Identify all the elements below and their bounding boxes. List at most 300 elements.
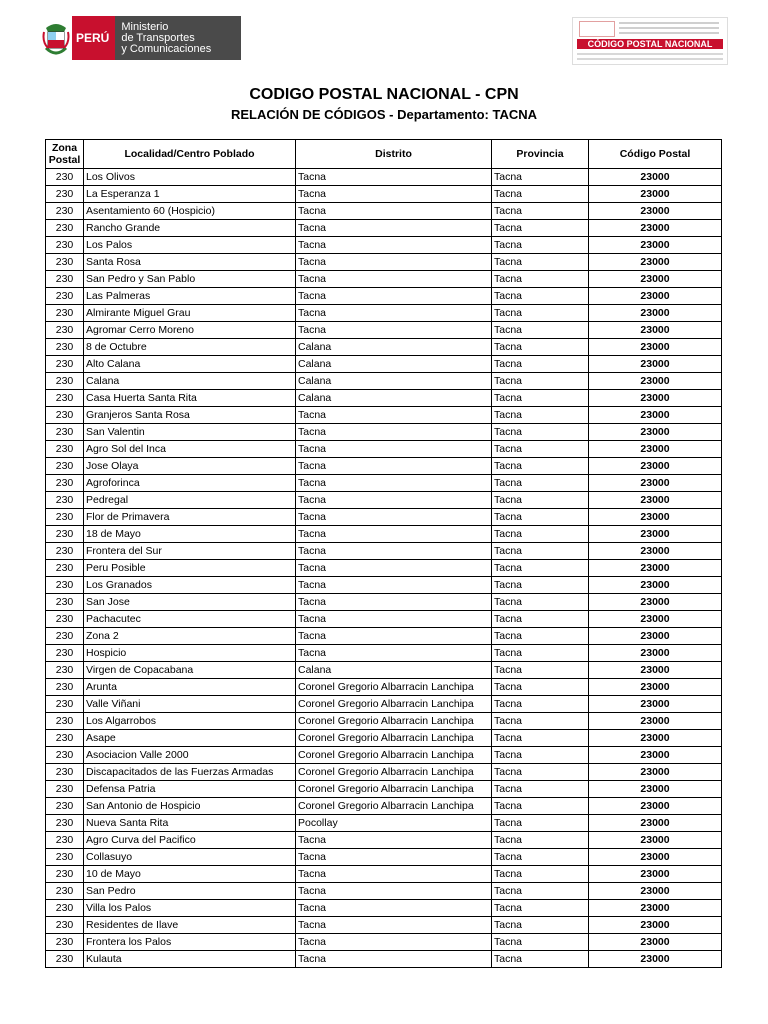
- provincia-cell: Tacna: [492, 271, 589, 288]
- table-row: [46, 883, 722, 900]
- distrito-cell: Tacna: [296, 900, 492, 917]
- zona-cell: 230: [46, 594, 84, 611]
- zona-cell: 230: [46, 934, 84, 951]
- distrito-cell: Tacna: [296, 917, 492, 934]
- provincia-cell: Tacna: [492, 679, 589, 696]
- localidad-cell: Peru Posible: [84, 560, 296, 577]
- table-row: [46, 441, 722, 458]
- table-row: [46, 373, 722, 390]
- provincia-cell: Tacna: [492, 322, 589, 339]
- provincia-cell: Tacna: [492, 509, 589, 526]
- table-row: [46, 492, 722, 509]
- provincia-cell: Tacna: [492, 696, 589, 713]
- zona-cell: 230: [46, 679, 84, 696]
- provincia-cell: Tacna: [492, 764, 589, 781]
- localidad-cell: Almirante Miguel Grau: [84, 305, 296, 322]
- distrito-cell: Coronel Gregorio Albarracin Lanchipa: [296, 730, 492, 747]
- codigo-cell: 23000: [589, 577, 722, 594]
- distrito-cell: Coronel Gregorio Albarracin Lanchipa: [296, 781, 492, 798]
- localidad-cell: Asociacion Valle 2000: [84, 747, 296, 764]
- localidad-cell: 18 de Mayo: [84, 526, 296, 543]
- ministry-line: de Transportes: [121, 32, 195, 44]
- table-row: [46, 934, 722, 951]
- codigo-cell: 23000: [589, 492, 722, 509]
- fine-print-line: [619, 27, 719, 29]
- zona-cell: 230: [46, 798, 84, 815]
- table-row: [46, 611, 722, 628]
- table-row: [46, 628, 722, 645]
- zona-cell: 230: [46, 339, 84, 356]
- zona-cell: 230: [46, 866, 84, 883]
- codigo-cell: 23000: [589, 917, 722, 934]
- localidad-cell: Santa Rosa: [84, 254, 296, 271]
- distrito-cell: Tacna: [296, 169, 492, 186]
- codigo-cell: 23000: [589, 883, 722, 900]
- localidad-cell: Asentamiento 60 (Hospicio): [84, 203, 296, 220]
- distrito-cell: Tacna: [296, 407, 492, 424]
- zona-cell: 230: [46, 696, 84, 713]
- zona-cell: 230: [46, 475, 84, 492]
- codigo-cell: 23000: [589, 186, 722, 203]
- codigo-cell: 23000: [589, 475, 722, 492]
- codigo-cell: 23000: [589, 645, 722, 662]
- localidad-cell: Defensa Patria: [84, 781, 296, 798]
- codigo-cell: 23000: [589, 424, 722, 441]
- zona-cell: 230: [46, 220, 84, 237]
- distrito-cell: Calana: [296, 339, 492, 356]
- localidad-cell: San Pedro y San Pablo: [84, 271, 296, 288]
- codigo-cell: 23000: [589, 373, 722, 390]
- distrito-cell: Tacna: [296, 645, 492, 662]
- localidad-cell: Agromar Cerro Moreno: [84, 322, 296, 339]
- codigo-cell: 23000: [589, 951, 722, 968]
- distrito-cell: Tacna: [296, 271, 492, 288]
- distrito-cell: Coronel Gregorio Albarracin Lanchipa: [296, 696, 492, 713]
- codigo-cell: 23000: [589, 288, 722, 305]
- codigo-cell: 23000: [589, 203, 722, 220]
- provincia-cell: Tacna: [492, 543, 589, 560]
- provincia-cell: Tacna: [492, 798, 589, 815]
- distrito-cell: Calana: [296, 390, 492, 407]
- table-row: [46, 186, 722, 203]
- zona-cell: 230: [46, 305, 84, 322]
- localidad-cell: Frontera del Sur: [84, 543, 296, 560]
- distrito-cell: Tacna: [296, 305, 492, 322]
- table-row: [46, 390, 722, 407]
- provincia-cell: Tacna: [492, 730, 589, 747]
- localidad-cell: Alto Calana: [84, 356, 296, 373]
- provincia-cell: Tacna: [492, 662, 589, 679]
- distrito-cell: Tacna: [296, 849, 492, 866]
- localidad-cell: Agro Curva del Pacifico: [84, 832, 296, 849]
- table-row: [46, 900, 722, 917]
- table-row: [46, 458, 722, 475]
- zona-cell: 230: [46, 747, 84, 764]
- page-subtitle: RELACIÓN DE CÓDIGOS - Departamento: TACNA: [231, 107, 537, 122]
- table-row: [46, 679, 722, 696]
- table-row: [46, 798, 722, 815]
- codigo-cell: 23000: [589, 849, 722, 866]
- fine-print-line: [577, 58, 723, 60]
- codigo-cell: 23000: [589, 237, 722, 254]
- provincia-cell: Tacna: [492, 186, 589, 203]
- provincia-cell: Tacna: [492, 288, 589, 305]
- provincia-cell: Tacna: [492, 883, 589, 900]
- codigo-cell: 23000: [589, 679, 722, 696]
- codigo-cell: 23000: [589, 781, 722, 798]
- localidad-cell: Arunta: [84, 679, 296, 696]
- provincia-cell: Tacna: [492, 458, 589, 475]
- provincia-cell: Tacna: [492, 645, 589, 662]
- localidad-cell: Granjeros Santa Rosa: [84, 407, 296, 424]
- zona-cell: 230: [46, 611, 84, 628]
- distrito-cell: Tacna: [296, 458, 492, 475]
- zona-cell: 230: [46, 288, 84, 305]
- provincia-cell: Tacna: [492, 849, 589, 866]
- table-row: [46, 288, 722, 305]
- localidad-cell: Casa Huerta Santa Rita: [84, 390, 296, 407]
- localidad-cell: San Valentin: [84, 424, 296, 441]
- provincia-cell: Tacna: [492, 781, 589, 798]
- localidad-cell: 10 de Mayo: [84, 866, 296, 883]
- localidad-cell: Flor de Primavera: [84, 509, 296, 526]
- table-row: [46, 764, 722, 781]
- localidad-cell: Hospicio: [84, 645, 296, 662]
- distrito-cell: Tacna: [296, 832, 492, 849]
- zona-cell: 230: [46, 203, 84, 220]
- codigo-cell: 23000: [589, 458, 722, 475]
- zona-cell: 230: [46, 781, 84, 798]
- codigo-cell: 23000: [589, 220, 722, 237]
- postal-code-table: [45, 139, 722, 968]
- codigo-cell: 23000: [589, 339, 722, 356]
- table-row: [46, 832, 722, 849]
- localidad-cell: Los Palos: [84, 237, 296, 254]
- provincia-cell: Tacna: [492, 424, 589, 441]
- ministry-logo: [42, 16, 241, 60]
- provincia-cell: Tacna: [492, 560, 589, 577]
- provincia-cell: Tacna: [492, 237, 589, 254]
- table-row: [46, 730, 722, 747]
- distrito-cell: Tacna: [296, 237, 492, 254]
- table-row: [46, 543, 722, 560]
- codigo-cell: 23000: [589, 254, 722, 271]
- zona-cell: 230: [46, 900, 84, 917]
- localidad-cell: Discapacitados de las Fuerzas Armadas: [84, 764, 296, 781]
- distrito-cell: Tacna: [296, 577, 492, 594]
- provincia-cell: Tacna: [492, 475, 589, 492]
- zona-cell: 230: [46, 628, 84, 645]
- codigo-cell: 23000: [589, 747, 722, 764]
- provincia-cell: Tacna: [492, 628, 589, 645]
- localidad-cell: Calana: [84, 373, 296, 390]
- zona-cell: 230: [46, 237, 84, 254]
- localidad-cell: 8 de Octubre: [84, 339, 296, 356]
- provincia-cell: Tacna: [492, 203, 589, 220]
- distrito-cell: Tacna: [296, 866, 492, 883]
- provincia-cell: Tacna: [492, 577, 589, 594]
- codigo-cell: 23000: [589, 305, 722, 322]
- codigo-cell: 23000: [589, 628, 722, 645]
- localidad-cell: Villa los Palos: [84, 900, 296, 917]
- provincia-cell: Tacna: [492, 713, 589, 730]
- zona-cell: 230: [46, 645, 84, 662]
- coat-of-arms-icon: [42, 18, 70, 58]
- zona-cell: 230: [46, 492, 84, 509]
- codigo-cell: 23000: [589, 322, 722, 339]
- zona-cell: 230: [46, 407, 84, 424]
- provincia-cell: Tacna: [492, 900, 589, 917]
- codigo-cell: 23000: [589, 934, 722, 951]
- table-row: [46, 339, 722, 356]
- codigo-cell: 23000: [589, 798, 722, 815]
- provincia-cell: Tacna: [492, 866, 589, 883]
- table-row: [46, 560, 722, 577]
- provincia-cell: Tacna: [492, 441, 589, 458]
- table-row: [46, 781, 722, 798]
- header-distrito: Distrito: [296, 140, 492, 169]
- table-header-row: [46, 140, 722, 169]
- codigo-cell: 23000: [589, 390, 722, 407]
- distrito-cell: Coronel Gregorio Albarracin Lanchipa: [296, 747, 492, 764]
- distrito-cell: Tacna: [296, 543, 492, 560]
- distrito-cell: Coronel Gregorio Albarracin Lanchipa: [296, 798, 492, 815]
- localidad-cell: Agro Sol del Inca: [84, 441, 296, 458]
- localidad-cell: Los Algarrobos: [84, 713, 296, 730]
- zona-cell: 230: [46, 883, 84, 900]
- cpn-logo: [572, 17, 728, 65]
- table-row: [46, 356, 722, 373]
- distrito-cell: Tacna: [296, 594, 492, 611]
- localidad-cell: San Pedro: [84, 883, 296, 900]
- distrito-cell: Tacna: [296, 628, 492, 645]
- zona-cell: 230: [46, 815, 84, 832]
- header-codigo-postal: Código Postal: [589, 140, 722, 169]
- table-row: [46, 305, 722, 322]
- localidad-cell: Virgen de Copacabana: [84, 662, 296, 679]
- table-row: [46, 713, 722, 730]
- table-row: [46, 594, 722, 611]
- codigo-cell: 23000: [589, 832, 722, 849]
- header-provincia: Provincia: [492, 140, 589, 169]
- provincia-cell: Tacna: [492, 305, 589, 322]
- provincia-cell: Tacna: [492, 390, 589, 407]
- table-row: [46, 203, 722, 220]
- provincia-cell: Tacna: [492, 917, 589, 934]
- table-row: [46, 577, 722, 594]
- ministry-line: Ministerio: [121, 21, 169, 33]
- header-zona-postal: Zona Postal: [46, 140, 84, 169]
- localidad-cell: Collasuyo: [84, 849, 296, 866]
- localidad-cell: Frontera los Palos: [84, 934, 296, 951]
- distrito-cell: Coronel Gregorio Albarracin Lanchipa: [296, 679, 492, 696]
- table-row: [46, 917, 722, 934]
- zona-cell: 230: [46, 441, 84, 458]
- provincia-cell: Tacna: [492, 373, 589, 390]
- ministry-line: y Comunicaciones: [121, 43, 212, 55]
- zona-cell: 230: [46, 373, 84, 390]
- distrito-cell: Tacna: [296, 288, 492, 305]
- codigo-cell: 23000: [589, 662, 722, 679]
- provincia-cell: Tacna: [492, 407, 589, 424]
- zona-cell: 230: [46, 254, 84, 271]
- codigo-cell: 23000: [589, 594, 722, 611]
- codigo-cell: 23000: [589, 543, 722, 560]
- peru-label: PERÚ: [72, 16, 115, 60]
- table-row: [46, 866, 722, 883]
- table-row: [46, 237, 722, 254]
- zona-cell: 230: [46, 560, 84, 577]
- localidad-cell: Los Olivos: [84, 169, 296, 186]
- provincia-cell: Tacna: [492, 747, 589, 764]
- zona-cell: 230: [46, 271, 84, 288]
- zona-cell: 230: [46, 424, 84, 441]
- codigo-cell: 23000: [589, 764, 722, 781]
- distrito-cell: Tacna: [296, 220, 492, 237]
- codigo-cell: 23000: [589, 169, 722, 186]
- codigo-cell: 23000: [589, 815, 722, 832]
- localidad-cell: San Antonio de Hospicio: [84, 798, 296, 815]
- zona-cell: 230: [46, 832, 84, 849]
- distrito-cell: Tacna: [296, 526, 492, 543]
- table-row: [46, 424, 722, 441]
- codigo-cell: 23000: [589, 271, 722, 288]
- table-row: [46, 849, 722, 866]
- table-row: [46, 662, 722, 679]
- zona-cell: 230: [46, 356, 84, 373]
- localidad-cell: San Jose: [84, 594, 296, 611]
- zona-cell: 230: [46, 713, 84, 730]
- distrito-cell: Tacna: [296, 560, 492, 577]
- distrito-cell: Coronel Gregorio Albarracin Lanchipa: [296, 713, 492, 730]
- fine-print-line: [619, 22, 719, 24]
- page-title: CODIGO POSTAL NACIONAL - CPN: [249, 86, 519, 103]
- distrito-cell: Tacna: [296, 203, 492, 220]
- codigo-cell: 23000: [589, 560, 722, 577]
- provincia-cell: Tacna: [492, 951, 589, 968]
- provincia-cell: Tacna: [492, 815, 589, 832]
- localidad-cell: Asape: [84, 730, 296, 747]
- distrito-cell: Tacna: [296, 186, 492, 203]
- zona-cell: 230: [46, 764, 84, 781]
- localidad-cell: Las Palmeras: [84, 288, 296, 305]
- distrito-cell: Tacna: [296, 951, 492, 968]
- provincia-cell: Tacna: [492, 492, 589, 509]
- distrito-cell: Tacna: [296, 883, 492, 900]
- distrito-cell: Tacna: [296, 322, 492, 339]
- localidad-cell: Pachacutec: [84, 611, 296, 628]
- table-row: [46, 254, 722, 271]
- ministry-name: [115, 16, 241, 60]
- distrito-cell: Tacna: [296, 934, 492, 951]
- distrito-cell: Calana: [296, 356, 492, 373]
- provincia-cell: Tacna: [492, 339, 589, 356]
- localidad-cell: Nueva Santa Rita: [84, 815, 296, 832]
- table-row: [46, 407, 722, 424]
- table-row: [46, 475, 722, 492]
- provincia-cell: Tacna: [492, 934, 589, 951]
- localidad-cell: Jose Olaya: [84, 458, 296, 475]
- zona-cell: 230: [46, 730, 84, 747]
- localidad-cell: Zona 2: [84, 628, 296, 645]
- table-row: [46, 951, 722, 968]
- distrito-cell: Tacna: [296, 441, 492, 458]
- codigo-cell: 23000: [589, 526, 722, 543]
- codigo-cell: 23000: [589, 356, 722, 373]
- codigo-cell: 23000: [589, 730, 722, 747]
- provincia-cell: Tacna: [492, 169, 589, 186]
- zona-cell: 230: [46, 917, 84, 934]
- codigo-cell: 23000: [589, 611, 722, 628]
- provincia-cell: Tacna: [492, 832, 589, 849]
- zona-cell: 230: [46, 543, 84, 560]
- zona-cell: 230: [46, 458, 84, 475]
- zona-cell: 230: [46, 169, 84, 186]
- localidad-cell: Rancho Grande: [84, 220, 296, 237]
- fine-print-line: [619, 32, 719, 34]
- table-row: [46, 322, 722, 339]
- provincia-cell: Tacna: [492, 254, 589, 271]
- distrito-cell: Pocollay: [296, 815, 492, 832]
- zona-cell: 230: [46, 526, 84, 543]
- distrito-cell: Calana: [296, 662, 492, 679]
- codigo-cell: 23000: [589, 441, 722, 458]
- table-row: [46, 696, 722, 713]
- distrito-cell: Tacna: [296, 475, 492, 492]
- cpn-banner: CÓDIGO POSTAL NACIONAL: [577, 39, 723, 49]
- zona-cell: 230: [46, 662, 84, 679]
- distrito-cell: Tacna: [296, 509, 492, 526]
- localidad-cell: Los Granados: [84, 577, 296, 594]
- zona-cell: 230: [46, 951, 84, 968]
- zona-cell: 230: [46, 390, 84, 407]
- provincia-cell: Tacna: [492, 526, 589, 543]
- provincia-cell: Tacna: [492, 594, 589, 611]
- table-row: [46, 271, 722, 288]
- table-row: [46, 815, 722, 832]
- cpn-seal: [579, 21, 615, 37]
- codigo-cell: 23000: [589, 407, 722, 424]
- table-row: [46, 220, 722, 237]
- localidad-cell: Residentes de Ilave: [84, 917, 296, 934]
- table-row: [46, 747, 722, 764]
- codigo-cell: 23000: [589, 900, 722, 917]
- codigo-cell: 23000: [589, 696, 722, 713]
- fine-print-line: [577, 53, 723, 55]
- localidad-cell: Agroforinca: [84, 475, 296, 492]
- codigo-cell: 23000: [589, 866, 722, 883]
- distrito-cell: Coronel Gregorio Albarracin Lanchipa: [296, 764, 492, 781]
- table-row: [46, 645, 722, 662]
- table-row: [46, 509, 722, 526]
- zona-cell: 230: [46, 577, 84, 594]
- codigo-cell: 23000: [589, 509, 722, 526]
- provincia-cell: Tacna: [492, 356, 589, 373]
- distrito-cell: Tacna: [296, 424, 492, 441]
- zona-cell: 230: [46, 509, 84, 526]
- localidad-cell: La Esperanza 1: [84, 186, 296, 203]
- provincia-cell: Tacna: [492, 611, 589, 628]
- provincia-cell: Tacna: [492, 220, 589, 237]
- distrito-cell: Tacna: [296, 492, 492, 509]
- table-row: [46, 169, 722, 186]
- zona-cell: 230: [46, 186, 84, 203]
- distrito-cell: Calana: [296, 373, 492, 390]
- codigo-cell: 23000: [589, 713, 722, 730]
- table-row: [46, 526, 722, 543]
- header-localidad: Localidad/Centro Poblado: [84, 140, 296, 169]
- zona-cell: 230: [46, 849, 84, 866]
